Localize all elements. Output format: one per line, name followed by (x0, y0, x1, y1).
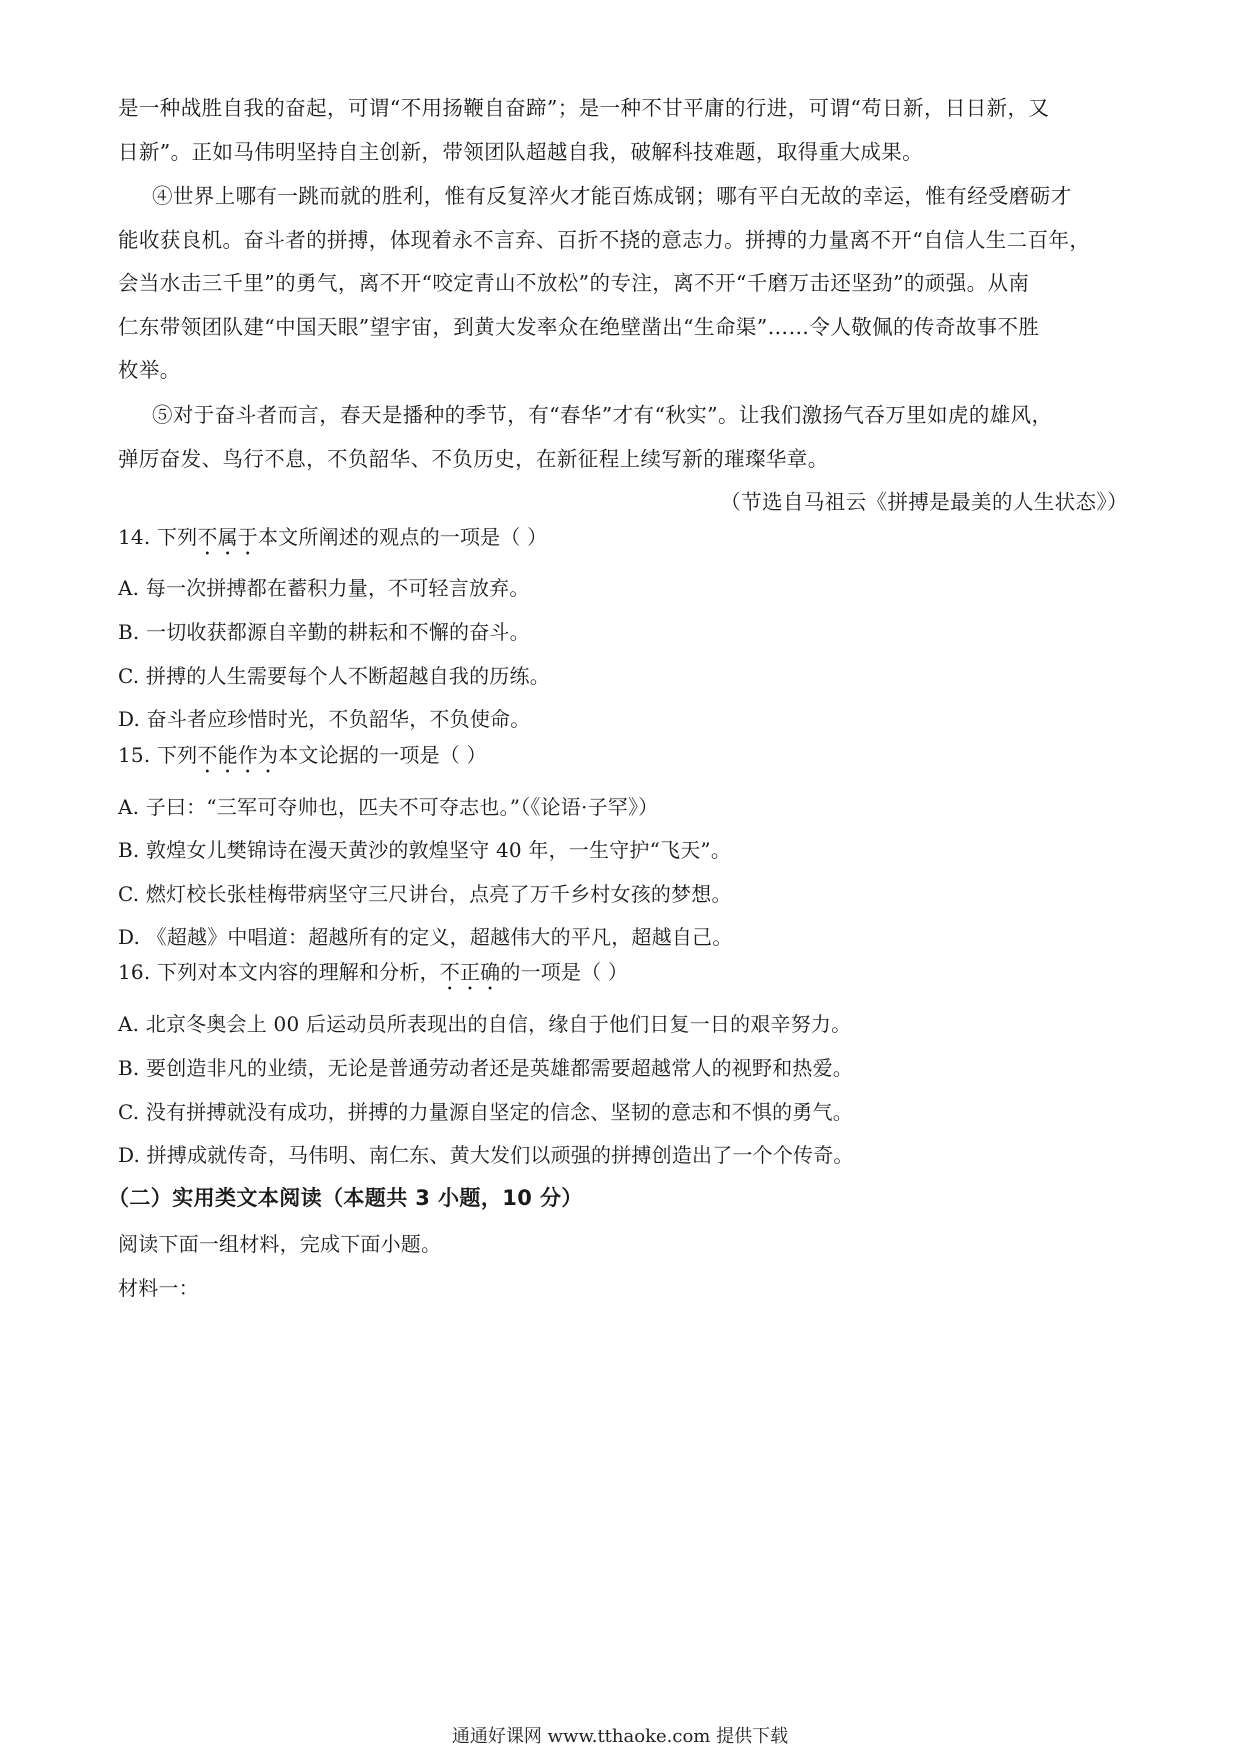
question-15-stem-pre: 15. 下列 (118, 743, 198, 767)
passage-source: （节选自马祖云《拼搏是最美的人生状态》） (720, 490, 1128, 514)
question-16-option-d: D. 拼搏成就传奇，马伟明、南仁东、黄大发们以顽强的拼搏创造出了一个个传奇。 (118, 1143, 854, 1167)
passage-line-1: 是一种战胜自我的奋起，可谓“不用扬鞭自奋蹄”；是一种不甘平庸的行进，可谓“苟日新，日日新，又 (118, 96, 1050, 120)
question-16-option-c: C. 没有拼搏就没有成功，拼搏的力量源自坚定的信念、坚韧的意志和不惧的勇气。 (118, 1100, 853, 1124)
passage-line-5: 会当水击三千里”的勇气，离不开“咬定青山不放松”的专注，离不开“千磨万击还坚劲”的顽强。从南 (118, 271, 1030, 295)
question-16-emphasis: 不正确 (439, 960, 501, 984)
question-14-option-b: B. 一切收获都源自辛勤的耕耘和不懈的奋斗。 (118, 620, 530, 644)
question-16-stem (118, 957, 1128, 995)
question-15-option-b: B. 敦煌女儿樊锦诗在漫天黄沙的敦煌坚守 40 年，一生守护“飞天”。 (118, 838, 732, 862)
passage-line-4: 能收获良机。奋斗者的拼搏，体现着永不言弃、百折不挠的意志力。拼搏的力量离不开“自信人生二百年， (118, 228, 1091, 252)
passage-line-2: 日新”。正如马伟明坚持自主创新，带领团队超越自我，破解科技难题，取得重大成果。 (118, 140, 924, 164)
question-14-emphasis: 不属于 (197, 525, 258, 549)
question-14-stem (118, 522, 1128, 560)
material-label: 材料一： (118, 1276, 199, 1300)
question-15-emphasis: 不能作为 (197, 743, 279, 767)
question-15-option-d: D. 《超越》中唱道：超越所有的定义，超越伟大的平凡，超越自己。 (118, 925, 733, 949)
question-14-stem-post: 本文所阐述的观点的一项是（ ） (257, 525, 548, 549)
question-15-option-c: C. 燃灯校长张桂梅带病坚守三尺讲台，点亮了万千乡村女孩的梦想。 (118, 882, 732, 906)
question-14-stem-pre: 14. 下列 (118, 525, 198, 549)
question-14-option-d: D. 奋斗者应珍惜时光，不负韶华，不负使命。 (118, 707, 531, 731)
passage-line-9: 弹厉奋发、鸟行不息，不负韶华、不负历史，在新征程上续写新的璀璨华章。 (118, 447, 829, 471)
section-title: （二）实用类文本阅读（本题共 3 小题，10 分） (108, 1186, 583, 1210)
question-14-option-c: C. 拼搏的人生需要每个人不断超越自我的历练。 (118, 664, 550, 688)
passage-line-6: 仁东带领团队建“中国天眼”望宇宙，到黄大发率众在绝壁凿出“生命渠”……令人敬佩的传奇故事不胜 (118, 315, 1040, 339)
passage-line-7: 枚举。 (118, 358, 181, 382)
page-footer: 通通好课网 www.tthaoke.com 提供下载 (451, 1726, 789, 1747)
question-16-stem-pre: 16. 下列对本文内容的理解和分析， (118, 960, 440, 984)
question-16-stem-post: 的一项是（ ） (500, 960, 629, 984)
question-16-option-a: A. 北京冬奥会上 00 后运动员所表现出的自信，缘自于他们日复一日的艰辛努力。 (118, 1012, 852, 1036)
passage-line-3: ④世界上哪有一跳而就的胜利，惟有反复淬火才能百炼成钢；哪有平白无故的幸运，惟有经受磨砺才 (152, 184, 1072, 208)
question-15-stem-post: 本文论据的一项是（ ） (278, 743, 487, 767)
section-instruction: 阅读下面一组材料，完成下面小题。 (118, 1232, 442, 1256)
passage-line-8: ⑤对于奋斗者而言，春天是播种的季节，有“春华”才有“秋实”。让我们激扬气吞万里如虎的雄风， (152, 403, 1053, 427)
question-15-option-a: A. 子曰：“三军可夺帅也，匹夫不可夺志也。”（《论语·子罕》） (118, 795, 659, 819)
question-15-stem (118, 740, 1128, 778)
question-16-option-b: B. 要创造非凡的业绩，无论是普通劳动者还是英雄都需要超越常人的视野和热爱。 (118, 1056, 854, 1080)
question-14-option-a: A. 每一次拼搏都在蓄积力量，不可轻言放弃。 (118, 576, 530, 600)
